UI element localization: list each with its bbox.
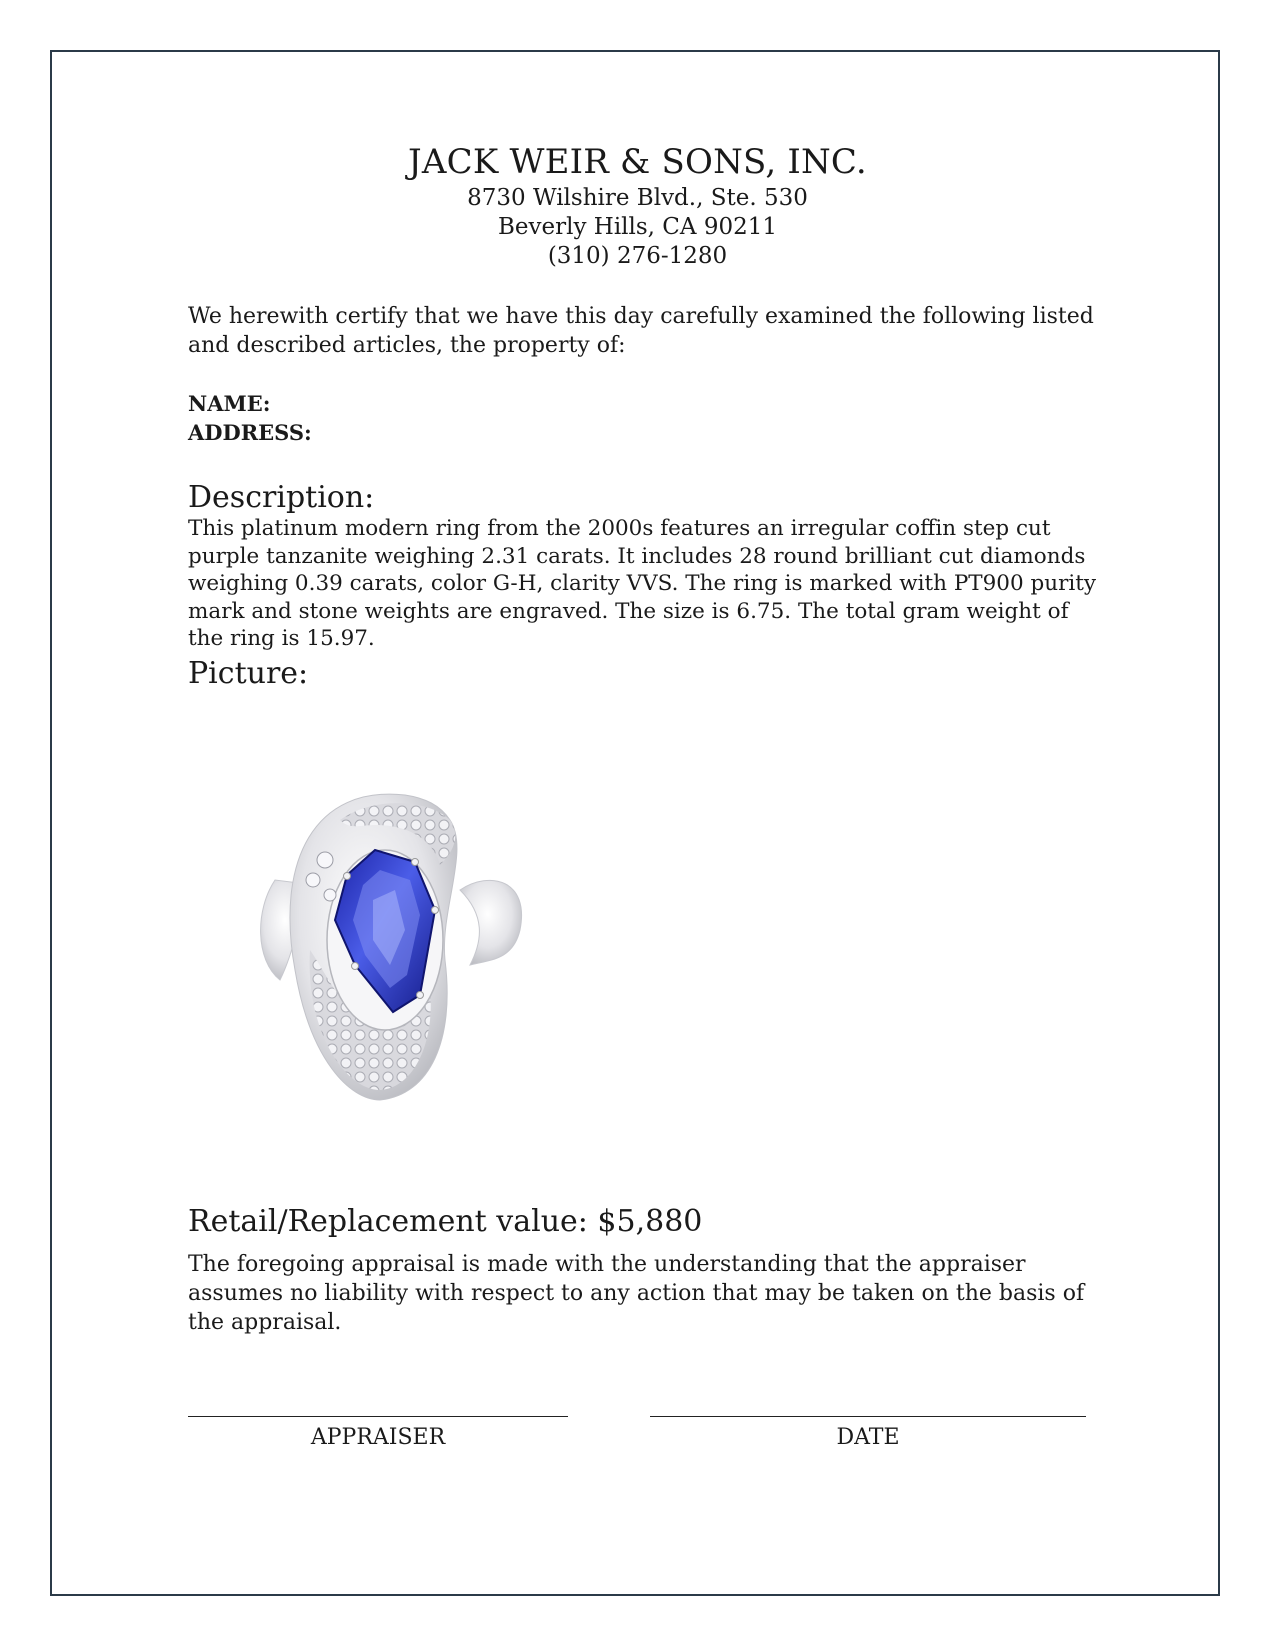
ring-photo [255, 790, 555, 1120]
address-label: ADDRESS: [188, 420, 312, 445]
company-phone: (310) 276-1280 [547, 243, 728, 269]
name-label: NAME: [188, 391, 271, 416]
description-heading: Description: [188, 480, 375, 515]
company-address-line2: Beverly Hills, CA 90211 [497, 214, 777, 240]
retail-replacement-value: Retail/Replacement value: $5,880 [188, 1204, 703, 1239]
appraiser-signature-line[interactable] [188, 1416, 568, 1417]
disclaimer-text: The foregoing appraisal is made with the understanding that the appraiser assumes no liability with respect to any action that may be taken on the basis of the appraisal. [188, 1252, 1085, 1335]
appraiser-label: APPRAISER [310, 1425, 446, 1450]
date-label: DATE [836, 1425, 900, 1450]
document-border [50, 50, 1220, 1596]
picture-heading: Picture: [188, 656, 309, 691]
description-text: This platinum modern ring from the 2000s features an irregular coffin step cut purple tanzanite weighing 2.31 carats. It includes 28 round brilliant cut diamonds weighing 0.39 carats, color G-H, clarity VVS. The ring is marked with PT900 purity mark and stone weights are engraved. The size is 6.75. The total gram weight of the ring is 15.97. [188, 516, 1097, 651]
company-address-line1: 8730 Wilshire Blvd., Ste. 530 [467, 185, 808, 211]
certify-statement: We herewith certify that we have this day carefully examined the following listed and described articles, the property of: [188, 304, 1094, 358]
ring-illustration [255, 790, 555, 1120]
date-signature-line[interactable] [650, 1416, 1086, 1417]
company-name: JACK WEIR & SONS, INC. [408, 142, 867, 182]
